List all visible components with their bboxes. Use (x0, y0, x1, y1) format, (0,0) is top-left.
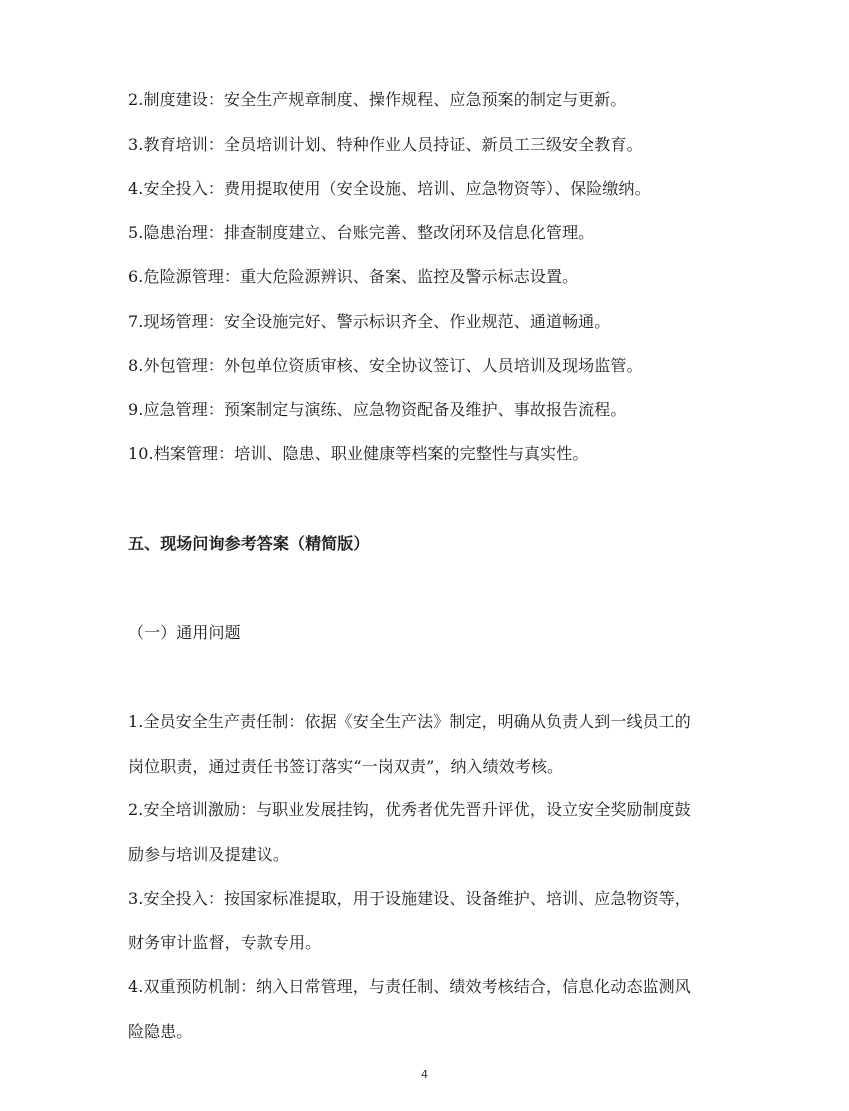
answer-line: 险隐患。 (128, 1022, 193, 1041)
list-item: 10.档案管理：培训、隐患、职业健康等档案的完整性与真实性。 (128, 444, 589, 463)
list-item: 9.应急管理：预案制定与演练、应急物资配备及维护、事故报告流程。 (128, 400, 627, 419)
answer-line: 1.全员安全生产责任制：依据《安全生产法》制定，明确从负责人到一线员工的 (128, 712, 691, 731)
answer-line: 岗位职责，通过责任书签订落实“一岗双责”，纳入绩效考核。 (128, 757, 564, 776)
answer-line: 财务审计监督，专款专用。 (128, 933, 322, 952)
answer-line: 励参与培训及提建议。 (128, 845, 290, 864)
page-number: 4 (421, 1068, 428, 1081)
subsection-heading: （一）通用问题 (128, 623, 241, 642)
answer-line: 3.安全投入：按国家标准提取，用于设施建设、设备维护、培训、应急物资等， (128, 889, 691, 908)
list-item: 2.制度建设：安全生产规章制度、操作规程、应急预案的制定与更新。 (128, 90, 627, 109)
answer-line: 4.双重预防机制：纳入日常管理，与责任制、绩效考核结合，信息化动态监测风 (128, 977, 691, 996)
list-item: 7.现场管理：安全设施完好、警示标识齐全、作业规范、通道畅通。 (128, 312, 611, 331)
list-item: 6.危险源管理：重大危险源辨识、备案、监控及警示标志设置。 (128, 267, 579, 286)
list-item: 8.外包管理：外包单位资质审核、安全协议签订、人员培训及现场监管。 (128, 356, 643, 375)
list-item: 5.隐患治理：排查制度建立、台账完善、整改闭环及信息化管理。 (128, 223, 595, 242)
section-heading: 五、现场问询参考答案（精简版） (128, 534, 370, 553)
answer-line: 2.安全培训激励：与职业发展挂钩，优秀者优先晋升评优，设立安全奖励制度鼓 (128, 800, 691, 819)
list-item: 4.安全投入：费用提取使用（安全设施、培训、应急物资等）、保险缴纳。 (128, 179, 651, 198)
list-item: 3.教育培训：全员培训计划、特种作业人员持证、新员工三级安全教育。 (128, 135, 643, 154)
